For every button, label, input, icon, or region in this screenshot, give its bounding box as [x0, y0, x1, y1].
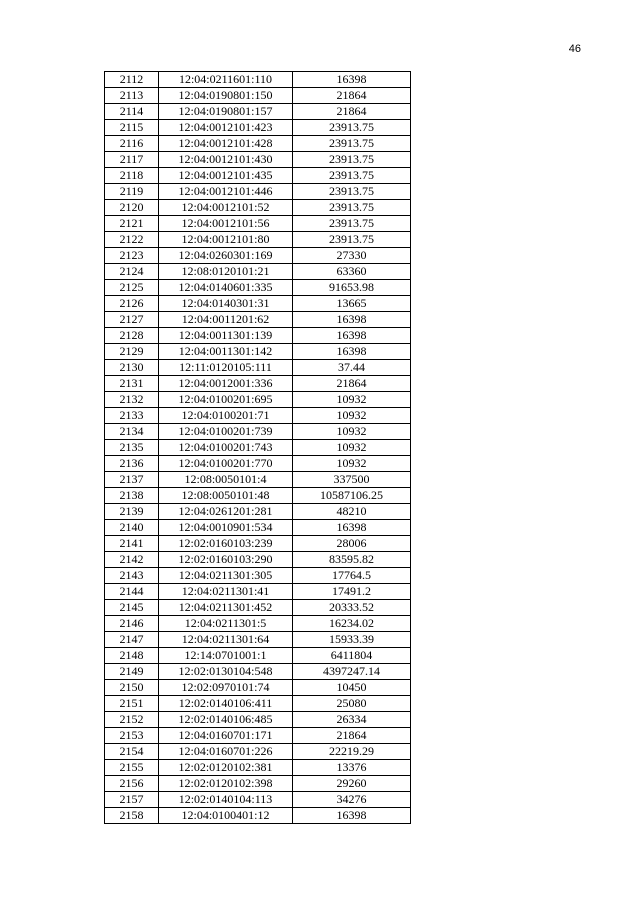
- table-row: [105, 88, 411, 104]
- table-row: [105, 184, 411, 200]
- table-row: [105, 152, 411, 168]
- row-number-cell: 2158: [105, 808, 159, 824]
- value-cell: 10932: [293, 392, 411, 408]
- cadastral-number-cell: 12:04:0261201:281: [159, 504, 293, 520]
- row-number-cell: 2118: [105, 168, 159, 184]
- table-row: [105, 424, 411, 440]
- value-cell: 15933.39: [293, 632, 411, 648]
- value-cell: 10932: [293, 440, 411, 456]
- value-cell: 26334: [293, 712, 411, 728]
- table-row: [105, 104, 411, 120]
- row-number-cell: 2150: [105, 680, 159, 696]
- value-cell: 21864: [293, 88, 411, 104]
- value-cell: 23913.75: [293, 168, 411, 184]
- cadastral-number-cell: 12:02:0160103:239: [159, 536, 293, 552]
- cadastral-number-cell: 12:04:0211601:110: [159, 72, 293, 88]
- table-row: [105, 680, 411, 696]
- data-table-container: [104, 71, 411, 824]
- cadastral-number-cell: 12:04:0190801:157: [159, 104, 293, 120]
- value-cell: 16398: [293, 344, 411, 360]
- cadastral-number-cell: 12:04:0160701:171: [159, 728, 293, 744]
- value-cell: 10932: [293, 408, 411, 424]
- cadastral-number-cell: 12:04:0011301:142: [159, 344, 293, 360]
- row-number-cell: 2148: [105, 648, 159, 664]
- cadastral-number-cell: 12:08:0050101:48: [159, 488, 293, 504]
- table-row: [105, 600, 411, 616]
- value-cell: 23913.75: [293, 200, 411, 216]
- table-row: [105, 216, 411, 232]
- value-cell: 23913.75: [293, 152, 411, 168]
- value-cell: 16398: [293, 520, 411, 536]
- cadastral-number-cell: 12:04:0160701:226: [159, 744, 293, 760]
- row-number-cell: 2112: [105, 72, 159, 88]
- row-number-cell: 2154: [105, 744, 159, 760]
- cadastral-number-cell: 12:02:0120102:381: [159, 760, 293, 776]
- value-cell: 37.44: [293, 360, 411, 376]
- value-cell: 23913.75: [293, 136, 411, 152]
- value-cell: 13665: [293, 296, 411, 312]
- row-number-cell: 2151: [105, 696, 159, 712]
- value-cell: 34276: [293, 792, 411, 808]
- value-cell: 20333.52: [293, 600, 411, 616]
- cadastral-number-cell: 12:04:0010901:534: [159, 520, 293, 536]
- row-number-cell: 2138: [105, 488, 159, 504]
- row-number-cell: 2117: [105, 152, 159, 168]
- row-number-cell: 2125: [105, 280, 159, 296]
- cadastral-number-cell: 12:04:0211301:452: [159, 600, 293, 616]
- table-row: [105, 120, 411, 136]
- value-cell: 21864: [293, 376, 411, 392]
- table-row: [105, 648, 411, 664]
- value-cell: 16234.02: [293, 616, 411, 632]
- cadastral-number-cell: 12:04:0012101:435: [159, 168, 293, 184]
- value-cell: 10450: [293, 680, 411, 696]
- row-number-cell: 2121: [105, 216, 159, 232]
- row-number-cell: 2157: [105, 792, 159, 808]
- row-number-cell: 2137: [105, 472, 159, 488]
- value-cell: 23913.75: [293, 232, 411, 248]
- value-cell: 22219.29: [293, 744, 411, 760]
- value-cell: 17491.2: [293, 584, 411, 600]
- row-number-cell: 2128: [105, 328, 159, 344]
- table-row: [105, 344, 411, 360]
- cadastral-number-cell: 12:04:0260301:169: [159, 248, 293, 264]
- cadastral-number-cell: 12:04:0012101:430: [159, 152, 293, 168]
- value-cell: 13376: [293, 760, 411, 776]
- value-cell: 23913.75: [293, 216, 411, 232]
- row-number-cell: 2156: [105, 776, 159, 792]
- cadastral-number-cell: 12:04:0211301:64: [159, 632, 293, 648]
- row-number-cell: 2139: [105, 504, 159, 520]
- row-number-cell: 2152: [105, 712, 159, 728]
- table-row: [105, 808, 411, 824]
- row-number-cell: 2127: [105, 312, 159, 328]
- row-number-cell: 2149: [105, 664, 159, 680]
- table-row: [105, 168, 411, 184]
- value-cell: 21864: [293, 104, 411, 120]
- value-cell: 23913.75: [293, 184, 411, 200]
- row-number-cell: 2132: [105, 392, 159, 408]
- table-row: [105, 200, 411, 216]
- row-number-cell: 2153: [105, 728, 159, 744]
- row-number-cell: 2113: [105, 88, 159, 104]
- cadastral-number-cell: 12:11:0120105:111: [159, 360, 293, 376]
- cadastral-number-cell: 12:04:0100201:770: [159, 456, 293, 472]
- row-number-cell: 2136: [105, 456, 159, 472]
- cadastral-number-cell: 12:02:0140104:113: [159, 792, 293, 808]
- table-row: [105, 456, 411, 472]
- table-row: [105, 72, 411, 88]
- cadastral-number-cell: 12:04:0012101:423: [159, 120, 293, 136]
- table-row: [105, 280, 411, 296]
- table-row: [105, 440, 411, 456]
- table-row: [105, 472, 411, 488]
- cadastral-number-cell: 12:02:0140106:411: [159, 696, 293, 712]
- table-row: [105, 328, 411, 344]
- data-table: [104, 71, 411, 824]
- table-row: [105, 552, 411, 568]
- table-row: [105, 792, 411, 808]
- row-number-cell: 2141: [105, 536, 159, 552]
- row-number-cell: 2133: [105, 408, 159, 424]
- value-cell: 6411804: [293, 648, 411, 664]
- cadastral-number-cell: 12:14:0701001:1: [159, 648, 293, 664]
- row-number-cell: 2131: [105, 376, 159, 392]
- row-number-cell: 2126: [105, 296, 159, 312]
- value-cell: 29260: [293, 776, 411, 792]
- value-cell: 10587106.25: [293, 488, 411, 504]
- table-row: [105, 744, 411, 760]
- table-row: [105, 376, 411, 392]
- cadastral-number-cell: 12:04:0012101:446: [159, 184, 293, 200]
- cadastral-number-cell: 12:04:0012001:336: [159, 376, 293, 392]
- cadastral-number-cell: 12:04:0012101:52: [159, 200, 293, 216]
- value-cell: 27330: [293, 248, 411, 264]
- table-row: [105, 504, 411, 520]
- table-row: [105, 616, 411, 632]
- value-cell: 83595.82: [293, 552, 411, 568]
- row-number-cell: 2119: [105, 184, 159, 200]
- value-cell: 16398: [293, 808, 411, 824]
- row-number-cell: 2144: [105, 584, 159, 600]
- cadastral-number-cell: 12:04:0100201:71: [159, 408, 293, 424]
- value-cell: 48210: [293, 504, 411, 520]
- cadastral-number-cell: 12:04:0100401:12: [159, 808, 293, 824]
- cadastral-number-cell: 12:04:0012101:428: [159, 136, 293, 152]
- cadastral-number-cell: 12:04:0211301:41: [159, 584, 293, 600]
- table-row: [105, 696, 411, 712]
- table-row: [105, 360, 411, 376]
- value-cell: 28006: [293, 536, 411, 552]
- value-cell: 16398: [293, 72, 411, 88]
- row-number-cell: 2147: [105, 632, 159, 648]
- cadastral-number-cell: 12:02:0120102:398: [159, 776, 293, 792]
- cadastral-number-cell: 12:04:0100201:695: [159, 392, 293, 408]
- value-cell: 337500: [293, 472, 411, 488]
- value-cell: 21864: [293, 728, 411, 744]
- cadastral-number-cell: 12:08:0120101:21: [159, 264, 293, 280]
- cadastral-number-cell: 12:04:0011201:62: [159, 312, 293, 328]
- row-number-cell: 2140: [105, 520, 159, 536]
- table-row: [105, 536, 411, 552]
- row-number-cell: 2143: [105, 568, 159, 584]
- table-row: [105, 488, 411, 504]
- value-cell: 4397247.14: [293, 664, 411, 680]
- cadastral-number-cell: 12:04:0140601:335: [159, 280, 293, 296]
- cadastral-number-cell: 12:04:0011301:139: [159, 328, 293, 344]
- table-row: [105, 664, 411, 680]
- row-number-cell: 2123: [105, 248, 159, 264]
- table-row: [105, 392, 411, 408]
- row-number-cell: 2134: [105, 424, 159, 440]
- row-number-cell: 2120: [105, 200, 159, 216]
- cadastral-number-cell: 12:08:0050101:4: [159, 472, 293, 488]
- table-row: [105, 712, 411, 728]
- table-row: [105, 248, 411, 264]
- row-number-cell: 2145: [105, 600, 159, 616]
- cadastral-number-cell: 12:02:0140106:485: [159, 712, 293, 728]
- value-cell: 17764.5: [293, 568, 411, 584]
- table-row: [105, 232, 411, 248]
- row-number-cell: 2129: [105, 344, 159, 360]
- row-number-cell: 2122: [105, 232, 159, 248]
- value-cell: 10932: [293, 424, 411, 440]
- table-row: [105, 520, 411, 536]
- table-row: [105, 264, 411, 280]
- cadastral-number-cell: 12:04:0012101:56: [159, 216, 293, 232]
- table-body: [105, 72, 411, 824]
- table-row: [105, 776, 411, 792]
- value-cell: 23913.75: [293, 120, 411, 136]
- cadastral-number-cell: 12:02:0970101:74: [159, 680, 293, 696]
- value-cell: 25080: [293, 696, 411, 712]
- row-number-cell: 2155: [105, 760, 159, 776]
- value-cell: 10932: [293, 456, 411, 472]
- row-number-cell: 2146: [105, 616, 159, 632]
- cadastral-number-cell: 12:02:0160103:290: [159, 552, 293, 568]
- table-row: [105, 296, 411, 312]
- value-cell: 63360: [293, 264, 411, 280]
- row-number-cell: 2142: [105, 552, 159, 568]
- row-number-cell: 2124: [105, 264, 159, 280]
- table-row: [105, 584, 411, 600]
- table-row: [105, 760, 411, 776]
- table-row: [105, 312, 411, 328]
- value-cell: 91653.98: [293, 280, 411, 296]
- cadastral-number-cell: 12:04:0211301:305: [159, 568, 293, 584]
- row-number-cell: 2116: [105, 136, 159, 152]
- table-row: [105, 632, 411, 648]
- cadastral-number-cell: 12:04:0140301:31: [159, 296, 293, 312]
- row-number-cell: 2135: [105, 440, 159, 456]
- table-row: [105, 728, 411, 744]
- cadastral-number-cell: 12:04:0211301:5: [159, 616, 293, 632]
- cadastral-number-cell: 12:04:0012101:80: [159, 232, 293, 248]
- table-row: [105, 568, 411, 584]
- value-cell: 16398: [293, 328, 411, 344]
- cadastral-number-cell: 12:04:0100201:739: [159, 424, 293, 440]
- table-row: [105, 408, 411, 424]
- row-number-cell: 2114: [105, 104, 159, 120]
- row-number-cell: 2115: [105, 120, 159, 136]
- row-number-cell: 2130: [105, 360, 159, 376]
- cadastral-number-cell: 12:02:0130104:548: [159, 664, 293, 680]
- cadastral-number-cell: 12:04:0100201:743: [159, 440, 293, 456]
- table-row: [105, 136, 411, 152]
- page-number: 46: [568, 43, 581, 55]
- value-cell: 16398: [293, 312, 411, 328]
- cadastral-number-cell: 12:04:0190801:150: [159, 88, 293, 104]
